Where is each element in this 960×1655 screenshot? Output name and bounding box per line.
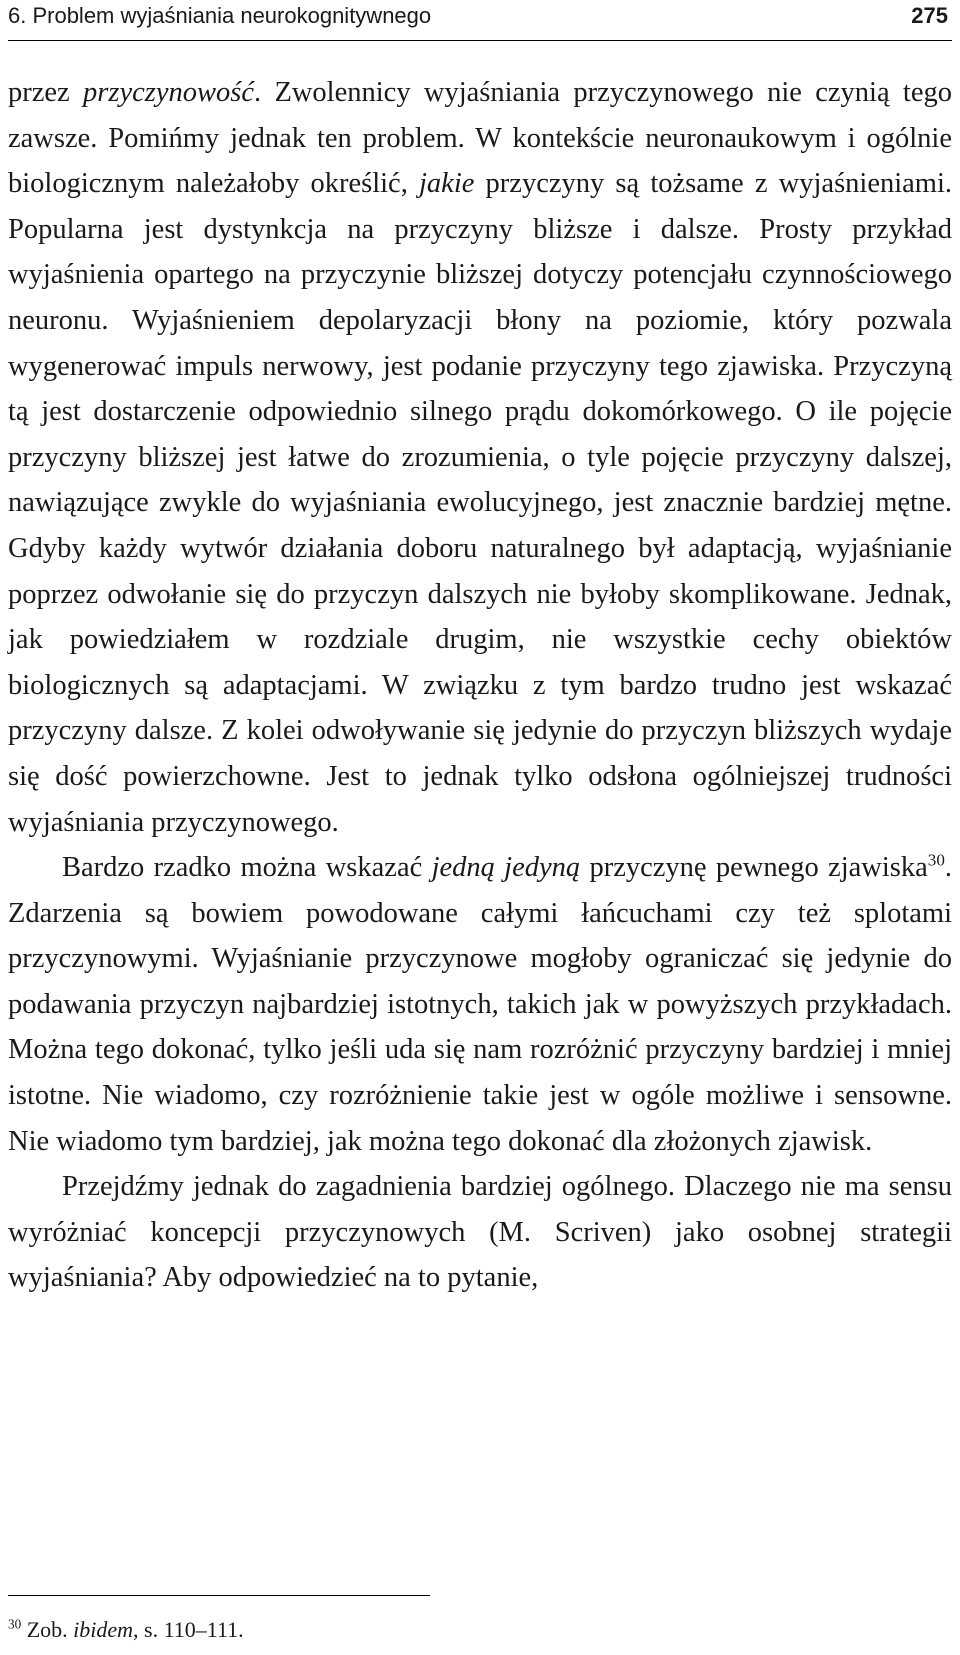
italic-text: jedną jedyną xyxy=(431,852,581,884)
italic-text: przyczynowość xyxy=(83,77,254,108)
paragraph xyxy=(8,70,952,845)
page-number: 275 xyxy=(911,3,948,28)
text-run: . Zdarzenia są bowiem powodowane całymi łańcuchami czy też splotami przyczynowymi. Wyjaśnianie przyczynowe mogłoby ograniczać się jedynie do podawania przyczyn najbardziej istotnych, takich jak w powyższych przykładach. Można tego dokonać, tylko jeśli uda się nam rozróżnić przyczyny bardziej i mniej istotne. Nie wiadomo, czy rozróżnienie takie jest w ogóle możliwe i sensowne. Nie wiadomo tym bardziej, jak można tego dokonać dla złożonych zjawisk. xyxy=(8,852,952,1157)
text-run: . Zwolennicy wyjaśniania przyczynowego nie czynią tego zawsze. Pomińmy jednak ten problem. W kontekście neuronaukowym i ogólnie biologicznym należałoby określić, xyxy=(8,77,952,200)
italic-text: ibidem xyxy=(73,1617,134,1642)
chapter-title: 6. Problem wyjaśniania neurokognitywnego xyxy=(8,3,432,28)
footnote-text xyxy=(21,1617,243,1642)
text-run: Przejdźmy jednak do zagadnienia bardziej ogólnego. Dlaczego nie ma sensu wyróżniać koncepcji przyczynowych (M. Scriven) jako osobnej strategii wyjaśniania? Aby odpowiedzieć na to pytanie, xyxy=(8,1171,952,1294)
body-text xyxy=(8,70,952,1301)
text-run: Zob. xyxy=(21,1617,74,1642)
text-run: przez xyxy=(8,77,84,108)
footnote-marker: 30 xyxy=(8,1616,22,1632)
paragraph xyxy=(8,845,952,1164)
header-rule xyxy=(8,40,952,41)
footnote-rule xyxy=(8,1595,430,1596)
footnote-reference: 30 xyxy=(927,850,945,870)
running-header xyxy=(8,0,948,32)
text-run: przyczynę pewnego zjawiska xyxy=(580,852,928,884)
text-run: , s. 110–111. xyxy=(133,1617,244,1642)
italic-text: jakie xyxy=(419,168,475,200)
footnote xyxy=(8,1617,948,1643)
paragraph xyxy=(8,1164,952,1301)
text-run: Bardzo rzadko można wskazać xyxy=(62,852,432,884)
text-run: przyczyny są tożsame z wyjaśnieniami. Popularna jest dystynkcja na przyczyny bliższe i dalsze. Prosty przykład wyjaśnienia opartego na przyczynie bliższej dotyczy potencjału czynnościowego neuronu. Wyjaśnieniem depolaryzacji błony na poziomie, który pozwala wygenerować impuls nerwowy, jest podanie przyczyny tego zjawiska. Przyczyną tą jest dostarczenie odpowiednio silnego prądu dokomórkowego. O ile pojęcie przyczyny bliższej jest łatwe do zrozumienia, o tyle pojęcie przyczyny dalszej, nawiązujące zwykle do wyjaśniania ewolucyjnego, jest znacznie bardziej mętne. Gdyby każdy wytwór działania doboru naturalnego był adaptacją, wyjaśnianie poprzez odwołanie się do przyczyn dalszych nie byłoby skomplikowane. Jednak, jak powiedziałem w rozdziale drugim, nie wszystkie cechy obiektów biologicznych są adaptacjami. W związku z tym bardzo trudno jest wskazać przyczyny dalsze. Z kolei odwoływanie się jedynie do przyczyn bliższych wydaje się dość powierzchowne. Jest to jednak tylko odsłona ogólniejszej trudności wyjaśniania przyczynowego. xyxy=(8,168,953,838)
